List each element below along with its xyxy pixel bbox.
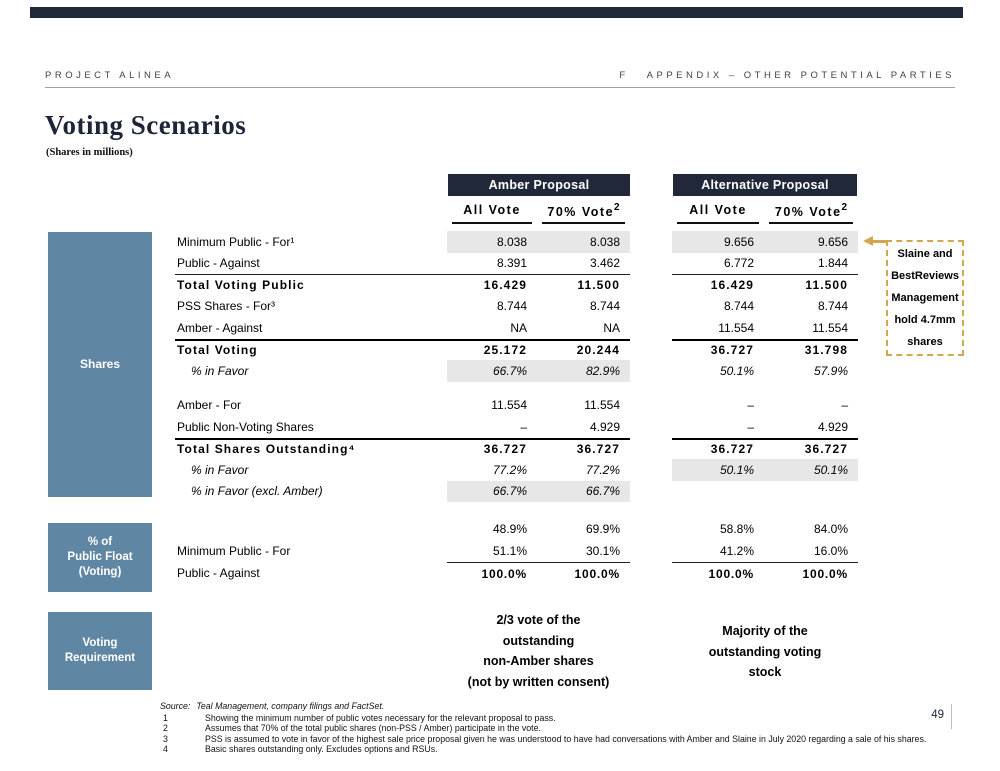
footnote-item [160,734,950,744]
cell: 8.038 [447,231,537,253]
cell: 48.9% [492,522,527,536]
callout-note: Slaine and BestReviews Management hold 4.7mm shares [886,240,964,356]
table-row [175,253,858,275]
cell: 50.1% [719,363,754,378]
section-label-voting-requirement: Voting Requirement [48,612,152,690]
row-label: % in Favor [191,462,249,477]
table-row-total [175,562,858,584]
cell [672,481,764,503]
cell: 6.772 [723,256,754,271]
table-row [175,416,858,438]
footnote-item [160,723,950,733]
column-headers [447,200,858,224]
table-row-pct [175,459,858,481]
project-name: PROJECT ALINEA [45,70,175,81]
cell: – [747,398,754,413]
col-header-all-vote-alt: All Vote [677,200,759,224]
footnote-number: 4 [163,744,168,755]
alternative-proposal-header: Alternative Proposal [673,174,857,196]
cell: 8.391 [496,256,527,271]
amber-proposal-header: Amber Proposal [448,174,630,196]
cell: – [841,398,848,413]
cell: 36.727 [672,339,764,361]
row-label: % in Favor [191,363,249,378]
voting-requirement-alternative: Majority of the outstanding voting stock [708,624,822,679]
cell: 31.798 [764,339,858,361]
cell: 25.172 [447,339,537,361]
cell: 11.554 [584,398,620,413]
cell: 9.656 [764,231,858,253]
table-row-pct [175,360,858,382]
cell: 100.0% [672,562,764,584]
row-spacer [175,382,858,395]
cell: 20.244 [537,339,630,361]
cell: 16.429 [672,274,764,296]
cell: 11.500 [537,274,630,296]
table-row-total [175,339,858,361]
cell [764,481,858,503]
row-label: Total Voting [175,339,447,361]
cell: 16.429 [447,274,537,296]
cell: NA [603,320,620,335]
cell: 51.1% [492,544,527,558]
cell: 4.929 [817,419,848,434]
cell: 11.554 [491,398,527,413]
footnote-item [160,744,950,754]
cell: 66.7% [447,481,537,503]
footnote-ref-2: 2 [614,202,620,213]
footnote-text: PSS is assumed to vote in favor of the highest sale price proposal given he was understood to have had conversations with Amber and Slaine in July 2020 regarding a sale of his shares. [205,733,927,744]
voting-requirement-amber: 2/3 vote of the outstanding non-Amber shares (not by written consent) [467,613,610,689]
footnote-number: 3 [163,733,168,744]
section-letter: F [619,70,629,81]
cell: 100.0% [764,562,858,584]
cell: 66.7% [447,360,537,382]
cell: 100.0% [537,562,630,584]
row-label: Public Non-Voting Shares [177,419,314,434]
cell: 1.844 [817,256,848,271]
public-float-table [175,518,858,584]
footnote-ref-2: 2 [841,202,848,213]
column-gap [630,200,672,224]
section-label-public-float: % of Public Float (Voting) [48,523,152,592]
row-label [175,518,447,540]
row-label: Total Voting Public [175,274,447,296]
cell: 36.727 [537,438,630,460]
section-title: APPENDIX – OTHER POTENTIAL PARTIES [646,70,955,81]
page-number: 49 [931,709,944,721]
section-label-shares: Shares [48,232,152,497]
cell: 36.727 [764,438,858,460]
table-row [175,231,858,253]
footnote-text: Showing the minimum number of public votes necessary for the relevant proposal to pass. [205,713,556,723]
table-row [175,317,858,339]
header-divider [45,87,955,88]
table-row-total [175,438,858,460]
cell: 100.0% [447,562,537,584]
footnote-text: Basic shares outstanding only. Excludes options and RSUs. [205,744,438,755]
cell: 50.1% [672,459,764,481]
footnotes [160,701,950,755]
row-label: Minimum Public - For¹ [177,234,295,249]
footnote-number: 2 [163,723,168,734]
col-header-70-vote-alt: 70% Vote$^2$ [769,200,853,224]
row-label: PSS Shares - For³ [177,299,276,314]
cell: 50.1% [764,459,858,481]
cell: 82.9% [537,360,630,382]
cell: 36.727 [672,438,764,460]
page-subtitle: (Shares in millions) [46,147,133,158]
cell: 8.744 [817,299,848,314]
col-header-all-vote-amber: All Vote [452,200,532,224]
cell: 66.7% [537,481,630,503]
cell: 16.0% [813,544,848,558]
source-line [160,701,950,711]
table-row-total [175,274,858,296]
source-text: Teal Management, company filings and FactSet. [196,701,385,711]
cell: 11.500 [764,274,858,296]
cell: 58.8% [719,522,754,536]
row-label: Public - Against [177,566,260,580]
table-row-pct [175,481,858,503]
section-header [619,70,955,81]
cell: – [520,419,527,434]
callout-arrow-line [872,240,886,243]
cell: 8.744 [723,299,754,314]
cell: 77.2% [585,462,620,477]
cell: 8.038 [537,231,630,253]
cell: 8.744 [589,299,620,314]
cell: 8.744 [496,299,527,314]
row-label: Amber - For [177,398,242,413]
cell: 36.727 [447,438,537,460]
cell: 77.2% [492,462,527,477]
row-label: % in Favor (excl. Amber) [191,484,323,499]
cell: 30.1% [585,544,620,558]
footnote-text: Assumes that 70% of the total public shares (non-PSS / Amber) participate in the vote. [205,723,541,734]
table-row [175,395,858,417]
row-label: Public - Against [177,256,260,271]
table-row [175,296,858,318]
cell: 57.9% [813,363,848,378]
table-row [175,540,858,562]
source-label: Source: [160,701,191,711]
page-title: Voting Scenarios [45,110,247,140]
footnote-item [160,713,950,723]
top-accent-bar [30,7,963,18]
cell: 11.554 [812,320,848,335]
cell: 3.462 [589,256,620,271]
row-label: Amber - Against [177,320,263,335]
row-label: Minimum Public - For [177,544,291,558]
cell: 69.9% [585,522,620,536]
cell: 84.0% [813,522,848,536]
cell: NA [510,320,527,335]
cell: – [747,419,754,434]
cell: 11.554 [718,320,754,335]
col-header-70-vote-amber: 70% Vote$^2$ [542,200,625,224]
row-label: Total Shares Outstanding⁴ [175,438,447,460]
table-row [175,518,858,540]
cell: 4.929 [589,419,620,434]
page-number-divider [951,704,952,729]
cell: 41.2% [719,544,754,558]
shares-table [175,231,858,502]
cell: 9.656 [672,231,764,253]
footnote-number: 1 [163,713,168,723]
